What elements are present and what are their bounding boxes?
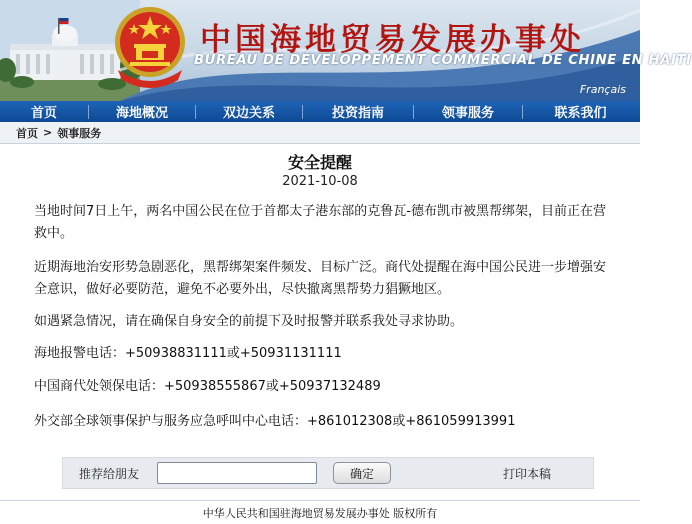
footer-divider [0,500,640,501]
site-title-cn: 中国海地贸易发展办事处 [200,22,585,58]
article-date: 2021-10-08 [282,174,358,189]
nav-item-consular-services[interactable]: 领事服务 [441,106,494,121]
breadcrumb [0,122,640,144]
nav-item-investment-guide[interactable]: 投资指南 [331,106,384,121]
breadcrumb-home[interactable]: 首页 [16,126,38,140]
breadcrumb-current[interactable]: 领事服务 [57,126,102,140]
article-paragraph-kidnapping: 当地时间7日上午，两名中国公民在位于首都太子港东部的克鲁瓦-德布凯市被黑帮绑架，目前正在营救中。 [34,204,606,241]
site-banner [0,0,692,101]
breadcrumb-separator: > [43,126,53,139]
haiti-police-phone: 海地报警电话：+50938831111或+50931131111 [34,346,342,361]
nav-item-contact-us[interactable]: 联系我们 [554,106,607,121]
consular-protection-phone: 中国商代处领保电话：+50938555867或+50937132489 [34,379,381,394]
nav-item-home[interactable]: 首页 [30,106,57,121]
share-label: 推荐给朋友 [79,466,140,481]
article-title: 安全提醒 [287,153,352,172]
share-bar [62,457,594,489]
nav-item-bilateral-relations[interactable]: 双边关系 [222,106,275,121]
main-nav [0,101,640,122]
national-emblem-icon [112,4,188,90]
share-email-input[interactable] [157,462,317,484]
site-title-fr: BUREAU DE DÉVELOPPEMENT COMMERCIAL DE CHINE EN HAITI [194,53,692,68]
print-link[interactable]: 打印本稿 [502,466,551,481]
language-link-french[interactable]: Français [579,83,626,96]
footer-copyright: 中华人民共和国驻海地贸易发展办事处 版权所有 [202,507,438,520]
article-paragraph-warning: 近期海地治安形势急剧恶化，黑帮绑架案件频发、目标广泛。商代处提醒在海中国公民进一步增强安全意识，做好必要防范，避免不必要外出，尽快撤离黑帮势力猖獗地区。 [34,260,607,297]
mfa-hotline-phone: 外交部全球领事保护与服务应急呼叫中心电话：+861012308或+861059913991 [34,414,516,429]
nav-item-haiti-overview[interactable]: 海地概况 [115,106,168,121]
confirm-button[interactable]: 确定 [333,462,391,484]
article-paragraph-emergency: 如遇紧急情况，请在确保自身安全的前提下及时报警并联系我处寻求协助。 [34,314,464,329]
